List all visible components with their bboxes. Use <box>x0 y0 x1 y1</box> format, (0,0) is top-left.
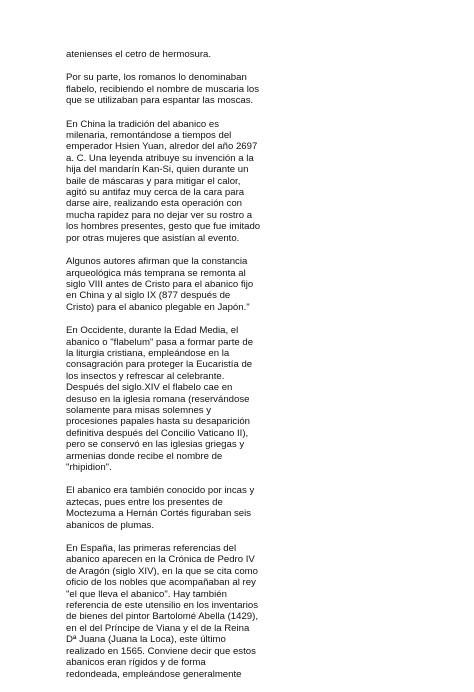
paragraph-arqueologia: Algunos autores afirman que la constancia arqueológica más temprana se remonta al siglo VIII antes de Cristo para el abanico fijo en China y al siglo IX (877 después de Cristo) para el abanico plegable en Japón." <box>66 256 254 313</box>
paragraph-incas-aztecas: El abanico era también conocido por incas y aztecas, pues entre los presentes de Moctezuma a Hernán Cortés figuraban seis abanicos de plumas. <box>66 485 255 531</box>
paragraph-espana: En España, las primeras referencias del abanico aparecen en la Crónica de Pedro IV de Aragón (siglo XIV), en la que se cita como oficio de los nobles que acompañaban al rey "el que lleva el abanico". Hay también referencia de este utensilio en los inventarios de bienes del pintor Bartolomé Abella (1429), en el del Príncipe de Viana y el de la Reina Dª Juana (Juana la Loca), este último realizado en 1565. Conviene decir que estos abanicos eran rígidos y de forma redondeada, empleándose generalmente <box>66 543 258 680</box>
document-page <box>66 49 266 692</box>
paragraph-occidente: En Occidente, durante la Edad Media, el abanico o "flabelum" pasa a formar parte de la liturgia cristiana, empleándose en la consagración para proteger la Eucaristía de los insectos y refrescar al celebrante. Después del siglo.XIV el flabelo cae en desuso en la iglesia romana (reservándose solamente para misas solemnes y procesiones papales hasta su desaparición definitiva después del Concilio Vaticano II), pero se conservó en las iglesias griegas y armenias donde recibe el nombre de "rhipidion". <box>66 325 254 473</box>
paragraph-romanos: Por su parte, los romanos lo denominaban flabelo, recibiendo el nombre de muscaria los que se utilizaban para espantar las moscas. <box>66 72 260 107</box>
paragraph-hermosura: atenienses el cetro de hermosura. <box>66 49 212 60</box>
paragraph-china: En China la tradición del abanico es milenaria, remontándose a tiempos del emperador Hsien Yuan, alredor del año 2697 a. C. Una leyenda atribuye su invención a la hija del mandarín Kan-Si, quien durante un baile de máscaras y para mitigar el calor, agitó su antifaz muy cerca de la cara para darse aire, realizando esta operación con mucha rapidez para no dejar ver su rostro a los hombres presentes, gesto que fue imitado por otras mujeres que asistían al evento. <box>66 118 261 244</box>
